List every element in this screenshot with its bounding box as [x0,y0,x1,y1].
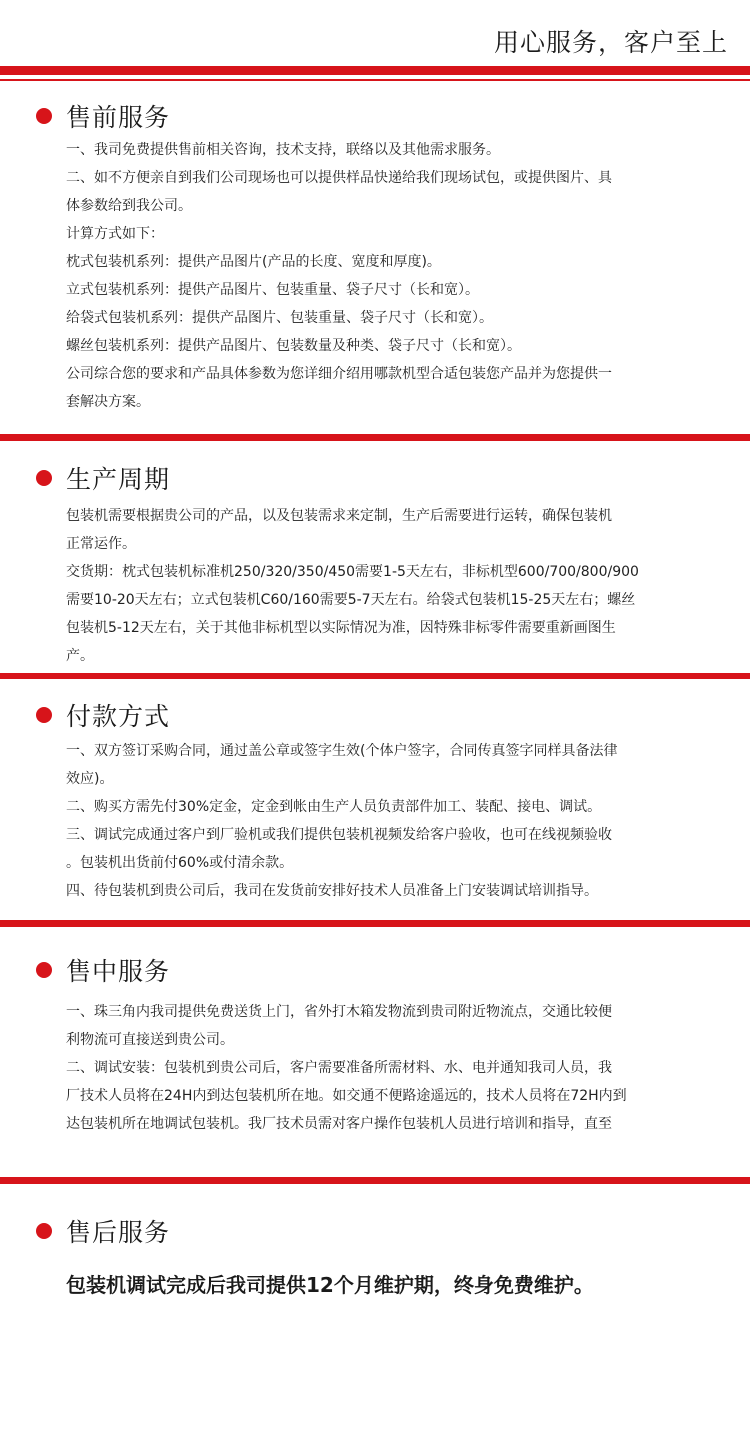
bullet-dot-icon [36,707,52,723]
body-line: 产。 [66,648,94,664]
section-heading-production [36,459,170,497]
section-body-insales [66,998,706,1138]
bullet-dot-icon [36,108,52,124]
section-heading-insales [36,951,170,989]
body-line: 立式包装机系列：提供产品图片、包装重量、袋子尺寸（长和宽）。 [66,282,479,298]
section-title: 生产周期 [66,465,171,494]
body-line: 计算方式如下： [66,226,164,242]
body-line: 枕式包装机系列：提供产品图片(产品的长度、宽度和厚度)。 [66,254,441,270]
body-line: 螺丝包装机系列：提供产品图片、包装数量及种类、袋子尺寸（长和宽）。 [66,338,521,354]
divider [0,1177,750,1184]
section-body-production [66,502,706,670]
section-body-payment [66,737,706,905]
body-line: 二、购买方需先付30%定金，定金到帐由生产人员负责部件加工、装配、接电、调试。 [66,799,602,815]
body-line: 给袋式包装机系列：提供产品图片、包装重量、袋子尺寸（长和宽）。 [66,310,493,326]
body-line: 一、双方签订采购合同，通过盖公章或签字生效(个体户签字，合同传真签字同样具备法律 [66,743,618,759]
body-line: 二、调试安装：包装机到贵公司后，客户需要准备所需材料、水、电并通知我司人员，我 [66,1060,612,1076]
section-title: 售前服务 [66,103,171,132]
body-line: 公司综合您的要求和产品具体参数为您详细介绍用哪款机型合适包装您产品并为您提供一 [66,366,612,382]
slogan: 用心服务，客户至上 [493,28,728,57]
body-line: 正常运作。 [66,536,136,552]
divider [0,673,750,679]
body-line: 达包装机所在地调试包装机。我厂技术员需对客户操作包装机人员进行培训和指导，直至 [66,1116,612,1132]
aftersales-statement: 包装机调试完成后我司提供12个月维护期，终身免费维护。 [66,1273,594,1297]
section-body-presales [66,136,706,416]
body-line: 利物流可直接送到贵公司。 [66,1032,234,1048]
body-line: 一、珠三角内我司提供免费送货上门，省外打木箱发物流到贵司附近物流点，交通比较便 [66,1004,612,1020]
body-line: 三、调试完成通过客户到厂验机或我们提供包装机视频发给客户验收，也可在线视频验收 [66,827,612,843]
body-line: 一、我司免费提供售前相关咨询，技术支持，联络以及其他需求服务。 [66,142,500,158]
body-line: 包装机5-12天左右，关于其他非标机型以实际情况为准，因特殊非标零件需要重新画图生 [66,620,616,636]
body-line: 二、如不方便亲自到我们公司现场也可以提供样品快递给我们现场试包，或提供图片、具 [66,170,612,186]
body-line: 厂技术人员将在24H内到达包装机所在地。如交通不便路途遥远的，技术人员将在72H内到 [66,1088,627,1104]
section-title: 售中服务 [66,957,171,986]
divider [0,434,750,441]
bullet-dot-icon [36,1223,52,1239]
section-heading-aftersales [36,1212,170,1250]
divider [0,920,750,927]
section-title: 售后服务 [66,1218,171,1247]
body-line: 交货期：枕式包装机标准机250/320/350/450需要1-5天左右，非标机型600/700/800/900 [66,564,639,580]
body-line: 套解决方案。 [66,394,150,410]
section-heading-payment [36,696,170,734]
body-line: 需要10-20天左右；立式包装机C60/160需要5-7天左右。给袋式包装机15-25天左右；螺丝 [66,592,636,608]
body-line: 效应)。 [66,771,114,787]
body-line: 。包装机出货前付60%或付清余款。 [66,855,294,871]
divider-top-thin [0,79,750,81]
section-heading-presales [36,97,170,135]
body-line: 体参数给到我公司。 [66,198,192,214]
bullet-dot-icon [36,470,52,486]
body-line: 包装机需要根据贵公司的产品，以及包装需求来定制，生产后需要进行运转，确保包装机 [66,508,612,524]
body-line: 四、待包装机到贵公司后，我司在发货前安排好技术人员准备上门安装调试培训指导。 [66,883,598,899]
section-title: 付款方式 [66,702,171,731]
bullet-dot-icon [36,962,52,978]
divider-top [0,66,750,75]
page-header [0,0,750,66]
